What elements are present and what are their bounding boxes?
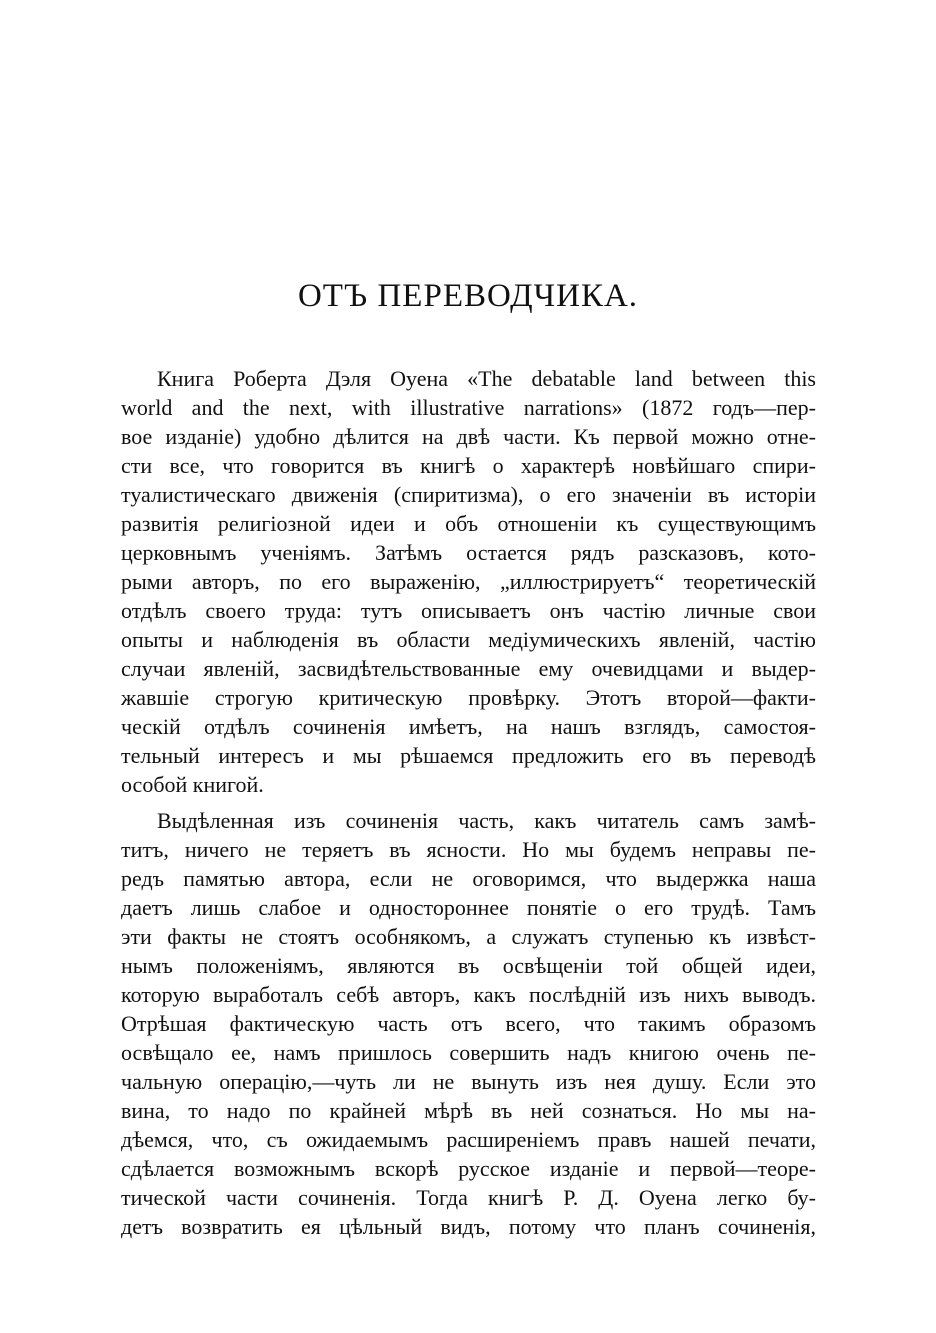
text-line: случаи явленій, засвидѣтельствованные ему очевидцами и выдер- [121, 656, 816, 681]
text-line: освѣщало ее, намъ пришлось совершить надъ книгою очень пе- [121, 1040, 816, 1065]
text-line: отдѣлъ своего труда: тутъ описываетъ онъ частію личные свои [121, 598, 816, 623]
text-line: Книга Роберта Дэля Оуена «The debatable land between this [157, 366, 816, 391]
text-line: чальную операцію,—чуть ли не вынуть изъ нея душу. Если это [121, 1069, 816, 1094]
text-line: тельный интересъ и мы рѣшаемся предложить его въ переводѣ [121, 743, 816, 768]
text-line: world and the next, with illustrative narrations» (1872 годъ—пер- [121, 395, 816, 420]
text-line: жавшіе строгую критическую провѣрку. Этотъ второй—факти- [121, 685, 816, 710]
text-line: Выдѣленная изъ сочиненія часть, какъ читатель самъ замѣ- [157, 808, 816, 833]
text-line: титъ, ничего не теряетъ въ ясности. Но мы будемъ неправы пе- [121, 837, 816, 862]
text-line: сти все, что говорится въ книгѣ о характерѣ новѣйшаго спири- [121, 453, 816, 478]
text-line: ческій отдѣлъ сочиненія имѣетъ, на нашъ взглядъ, самостоя- [121, 714, 816, 739]
text-line: особой книгой. [121, 772, 264, 797]
text-line: развитія религіозной идеи и объ отношеніи къ существующимъ [121, 511, 816, 536]
text-line: Отрѣшая фактическую часть отъ всего, что такимъ образомъ [121, 1011, 816, 1036]
text-line: эти факты не стоятъ особнякомъ, а служатъ ступенью къ извѣст- [121, 924, 816, 949]
text-line: туалистическаго движенія (спиритизма), о его значеніи въ исторіи [121, 482, 816, 507]
text-line: сдѣлается возможнымъ вскорѣ русское изданіе и первой—теоре- [121, 1156, 816, 1181]
text-line: вина, то надо по крайней мѣрѣ въ ней сознаться. Но мы на- [121, 1098, 816, 1123]
text-line: дѣемся, что, съ ожидаемымъ расширеніемъ правъ нашей печати, [121, 1127, 816, 1152]
text-line: редъ памятью автора, если не оговоримся, что выдержка наша [121, 866, 816, 891]
text-line: тической части сочиненія. Тогда книгѣ Р. Д. Оуена легко бу- [121, 1185, 816, 1210]
page-title: ОТЪ ПЕРЕВОДЧИКА. [297, 278, 639, 314]
text-line: нымъ положеніямъ, являются въ освѣщеніи той общей идеи, [121, 953, 816, 978]
text-line: рыми авторъ, по его выраженію, „иллюстрируетъ“ теоретическій [121, 569, 816, 594]
text-line: которую выработалъ себѣ авторъ, какъ послѣдній изъ нихъ выводъ. [121, 982, 816, 1007]
text-line: опыты и наблюденія въ области медіумическихъ явленій, частію [121, 627, 816, 652]
text-line: вое изданіе) удобно дѣлится на двѣ части. Къ первой можно отне- [121, 424, 816, 449]
text-line: детъ возвратить ея цѣльный видъ, потому что планъ сочиненія, [121, 1214, 816, 1239]
text-line: церковнымъ ученіямъ. Затѣмъ остается рядъ разсказовъ, кото- [121, 540, 816, 565]
text-line: даетъ лишь слабое и одностороннее понятіе о его трудѣ. Тамъ [121, 895, 816, 920]
